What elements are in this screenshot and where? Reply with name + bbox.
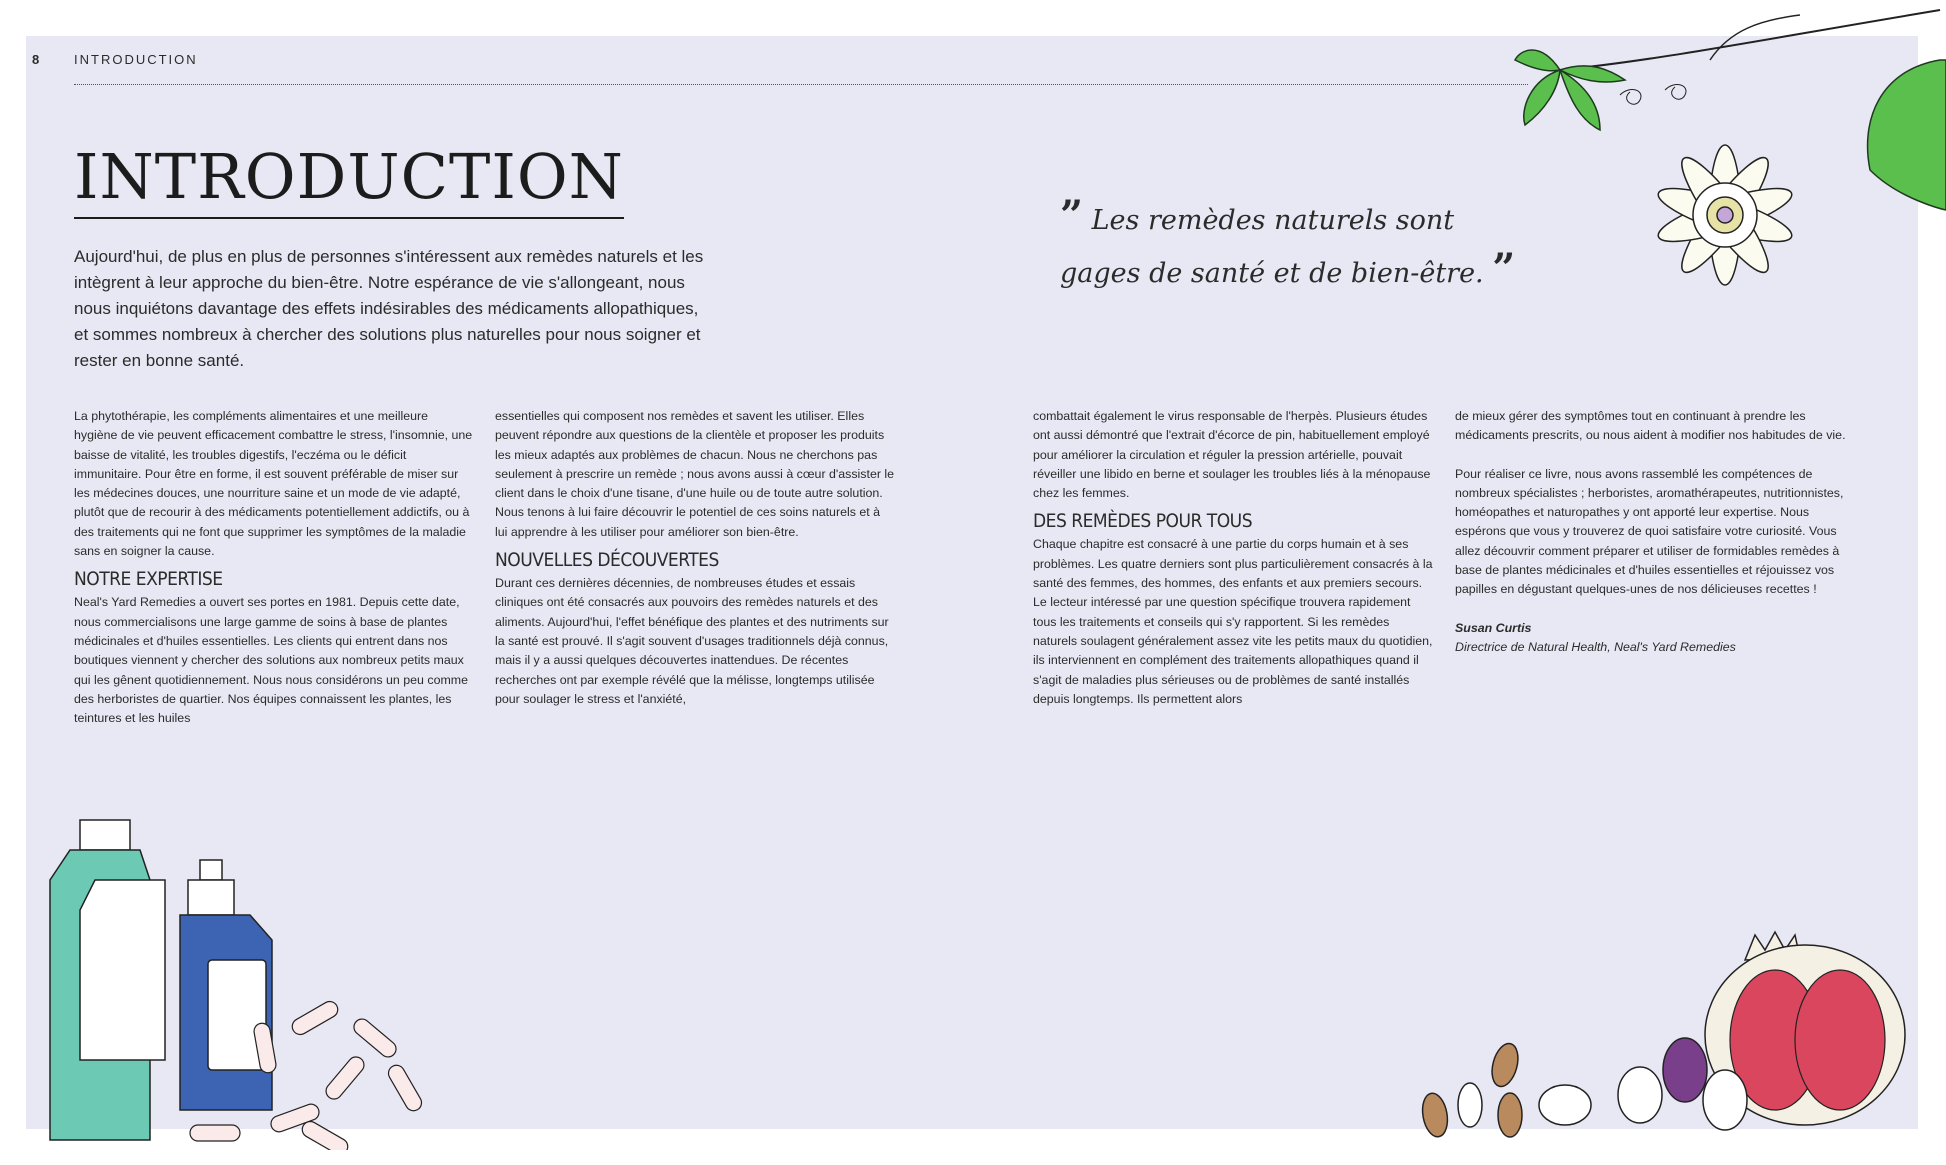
header-rule <box>74 84 1528 85</box>
page-number: 8 <box>32 52 41 67</box>
section-heading-discoveries: NOUVELLES DÉCOUVERTES <box>495 549 719 572</box>
col4-paragraph-1: de mieux gérer des symptômes tout en continuant à prendre les médicaments prescrits, ou nous aident à modifier nos habitudes de vie. <box>1455 409 1846 443</box>
pomegranate-and-berries-icon <box>1415 910 1946 1150</box>
bottles-and-pills-icon <box>40 810 480 1150</box>
col2-paragraph-1: essentielles qui composent nos remèdes et savent les utiliser. Elles peuvent répondre aux questions de la clientèle et proposer les produits les mieux adaptés aux problèmes de chacun. Nous ne cherchons pas seulement à prescrire un remède ; nous avons aussi à cœur d'assister le client dans le choix d'une tisane, d'une huile ou de toute autre solution. Nous tenons à lui faire découvrir le potentiel de ces soins naturels et à lui apprendre à les utiliser pour améliorer son bien-être. <box>495 409 895 539</box>
col3-paragraph-2: Chaque chapitre est consacré à une partie du corps humain et à ses problèmes. Les quatre derniers sont plus particulièrement consacrés à la santé des femmes, des hommes, des enfants et aux premiers secours. Le lecteur intéressé par une question spécifique trouvera rapidement tous les traitements et conseils qui s'y rapportent. Si les remèdes naturels soulagent généralement assez vite les petits maux du quotidien, ils interviennent en complément des traitements allopathiques quand il s'agit de maladies plus sérieuses ou de problèmes de santé installés depuis longtemps. Ils permettent alors <box>1033 537 1433 706</box>
text-column-2 <box>495 407 895 709</box>
page-title: INTRODUCTION <box>74 140 624 219</box>
text-column-4 <box>1455 407 1855 657</box>
section-heading-remedies: DES REMÈDES POUR TOUS <box>1033 510 1253 533</box>
quote-close-mark: ” <box>1492 245 1516 292</box>
col3-paragraph-1: combattait également le virus responsable de l'herpès. Plusieurs études ont aussi démontré que l'extrait d'écorce de pin, habituellement employé pour améliorer la circulation et réguler la pression artérielle, pouvait réveiller une libido en berne et soulager les troubles liés à la ménopause chez les femmes. <box>1033 409 1431 501</box>
text-column-1 <box>74 407 474 728</box>
col1-paragraph-2: Neal's Yard Remedies a ouvert ses portes en 1981. Depuis cette date, nous commercialisons une large gamme de soins à base de plantes médicinales et d'huiles essentielles. Les clients qui entrent dans nos boutiques viennent y chercher des solutions aux nombreux petits maux qui les gênent quotidiennement. Nous nous considérons un peu comme des herboristes de quartier. Nos équipes connaissent les plantes, les teintures et les huiles <box>74 595 469 726</box>
text-column-3 <box>1033 407 1433 709</box>
quote-open-mark: ” <box>1060 192 1084 239</box>
passion-flower-icon <box>1500 0 1946 330</box>
running-head: INTRODUCTION <box>74 52 198 67</box>
lede-paragraph: Aujourd'hui, de plus en plus de personnes s'intéressent aux remèdes naturels et les intègrent à leur approche du bien-être. Notre espérance de vie s'allongeant, nous nous inquiétons davantage des effets indésirables des médicaments allopathiques, et sommes nombreux à chercher des solutions plus naturelles pour nous soigner et rester en bonne santé. <box>74 247 704 370</box>
col1-paragraph-1: La phytothérapie, les compléments alimentaires et une meilleure hygiène de vie peuvent efficacement combattre le stress, l'insomnie, une baisse de vitalité, les troubles digestifs, l'eczéma ou le déficit immunitaire. Pour être en forme, il est souvent préférable de miser sur les médecines douces, une nourriture saine et un mode de vie adapté, plutôt que de recourir à des médicaments potentiellement addictifs, ou à des traitements qui ne font que supprimer les symptômes de la maladie sans en soigner la cause. <box>74 409 473 559</box>
col4-paragraph-2: Pour réaliser ce livre, nous avons rassemblé les compétences de nombreux spécialistes ; herboristes, aromathérapeutes, nutritionnistes, homéopathes et naturopathes y ont apporté leur expertise. Nous espérons que vous y trouverez de quoi satisfaire votre curiosité. Vous allez découvrir comment préparer et utiliser de formidables remèdes à base de plantes médicinales et d'huiles essentielles et réjouissez vos papilles en dégustant quelques-unes de nos délicieuses recettes ! <box>1455 466 1844 597</box>
section-heading-expertise: NOTRE EXPERTISE <box>74 568 223 591</box>
quote-text-1: Les remèdes naturels sont <box>1091 205 1455 236</box>
quote-text-2: gages de santé et de bien-être. <box>1060 258 1484 289</box>
col2-paragraph-2: Durant ces dernières décennies, de nombreuses études et essais cliniques ont été consacrés aux pouvoirs des remèdes naturels et des aliments. Aujourd'hui, l'effet bénéfique des plantes et des nutriments sur la santé est prouvé. Il s'agit souvent d'usages traditionnels déjà connus, mais il y a aussi quelques découvertes inattendues. De récentes recherches ont par exemple révélé que la mélisse, longtemps utilisée pour soulager le stress et l'anxiété, <box>495 576 889 706</box>
signature-name: Susan Curtis <box>1455 620 1532 635</box>
signature-title: Directrice de Natural Health, Neal's Yard Remedies <box>1455 639 1736 654</box>
